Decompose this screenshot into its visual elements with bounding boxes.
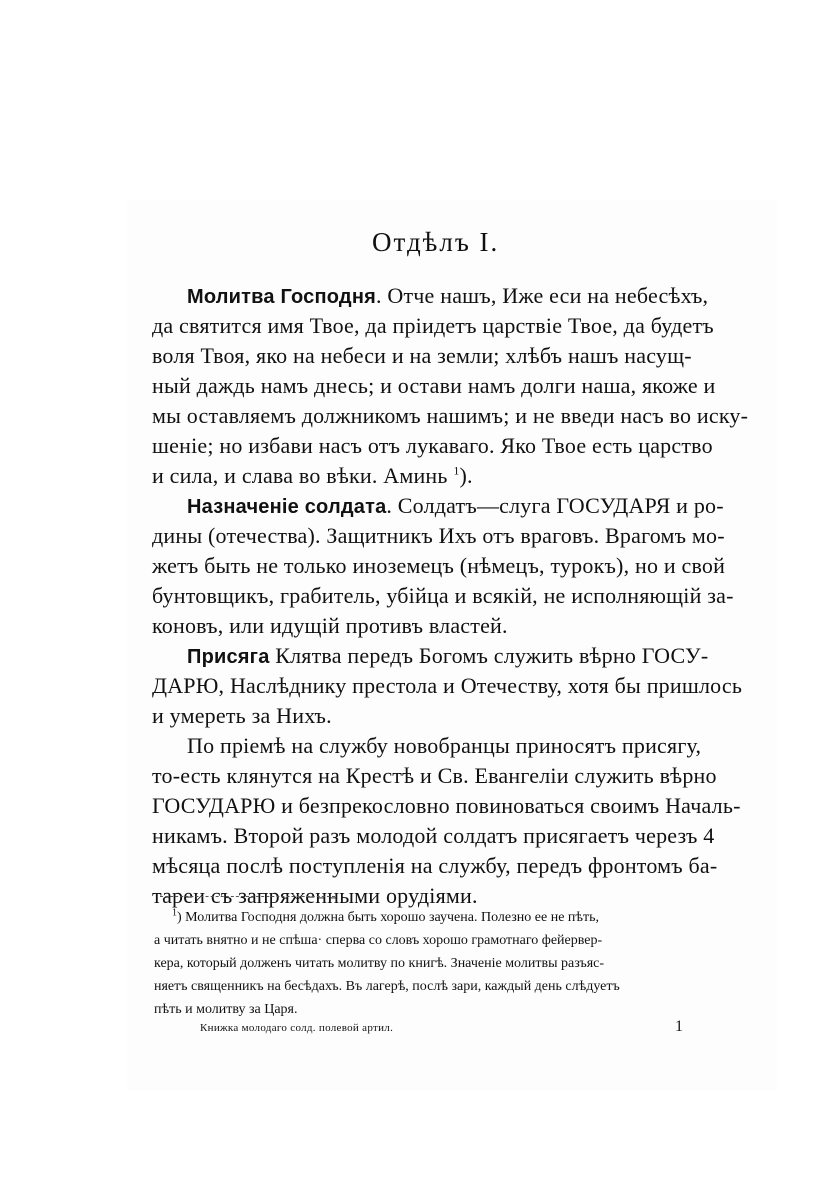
page-number: 1 — [675, 1018, 683, 1035]
footnote-line — [172, 907, 600, 926]
body-line: бунтовщикъ, грабитель, убійца и всякій, не исполняющій за- — [152, 583, 734, 608]
section-heading: Отдѣлъ I. — [372, 227, 500, 257]
body-line — [187, 643, 708, 669]
footnote-line: кера, который долженъ читать молитву по книгѣ. Значеніе молитвы разъяс- — [154, 956, 605, 971]
body-line — [152, 463, 473, 489]
term-prayer: Молитва Господня — [187, 286, 376, 308]
footnote-text: ) Молитва Господня должна быть хорошо заучена. Полезно ее не пѣть, — [177, 910, 600, 925]
body-line-text: . Солдатъ—слуга ГОСУДАРЯ и ро- — [386, 493, 724, 518]
body-line-text: . Отче нашъ, Иже еси на небесѣхъ, — [375, 283, 709, 308]
body-line — [187, 283, 708, 309]
body-line — [187, 493, 724, 519]
body-line: ГОСУДАРЮ и безпрекословно повиноваться своимъ Началь- — [152, 793, 741, 818]
body-line: По пріемѣ на службу новобранцы приносятъ присягу, — [187, 733, 702, 758]
body-line: тареи съ запряженными орудіями. — [152, 883, 478, 908]
footnote-divider — [160, 896, 335, 897]
body-line: дины (отечества). Защитникъ Ихъ отъ враговъ. Врагомъ мо- — [152, 523, 725, 548]
body-line: жетъ быть не только иноземецъ (нѣмецъ, турокъ), но и свой — [152, 553, 726, 578]
body-line: ный даждь намъ днесь; и остави намъ долги наша, якоже и — [152, 373, 716, 398]
term-soldier-purpose: Назначеніе солдата — [187, 496, 387, 518]
body-line: никамъ. Второй разъ молодой солдатъ присягаетъ черезъ 4 — [152, 823, 715, 848]
term-oath: Присяга — [187, 646, 270, 668]
body-line: то-есть клянутся на Крестѣ и Св. Евангеліи служить вѣрно — [152, 763, 717, 788]
signature-line: Книжка молодаго солд. полевой артил. — [200, 1022, 394, 1034]
body-line-text: ). — [459, 463, 473, 488]
body-line: и умереть за Нихъ. — [152, 703, 332, 728]
body-line: мѣсяца послѣ поступленія на службу, передъ фронтомъ ба- — [152, 853, 718, 878]
body-line: ДАРЮ, Наслѣднику престола и Отечеству, хотя бы пришлось — [152, 673, 743, 698]
body-line-text: Клятва передъ Богомъ служить вѣрно ГОСУ- — [269, 643, 709, 668]
book-page — [127, 200, 777, 1091]
footnote-line: а читать внятно и не спѣша· сперва со словъ хорошо грамотнаго фейервер- — [154, 933, 603, 948]
body-line: воля Твоя, яко на небеси и на земли; хлѣбъ нашъ насущ- — [152, 343, 692, 368]
footnote-marker: 1 — [172, 907, 177, 919]
footnote-line: няетъ священникъ на бесѣдахъ. Въ лагерѣ, послѣ зари, каждый день слѣдуетъ — [154, 979, 620, 994]
footnote-line: пѣть и молитву за Царя. — [154, 1002, 298, 1017]
body-line: мы оставляемъ должникомъ нашимъ; и не введи насъ во иску- — [152, 403, 749, 428]
body-line: да святится имя Твое, да пріидетъ царствіе Твое, да будетъ — [152, 313, 714, 338]
footnote-ref: 1 — [453, 463, 460, 478]
body-line: коновъ, или идущій противъ властей. — [152, 613, 508, 638]
body-line: шеніе; но избави насъ отъ лукаваго. Яко Твое есть царство — [152, 433, 713, 458]
body-line-text: и сила, и слава во вѣки. Аминь — [152, 463, 454, 488]
